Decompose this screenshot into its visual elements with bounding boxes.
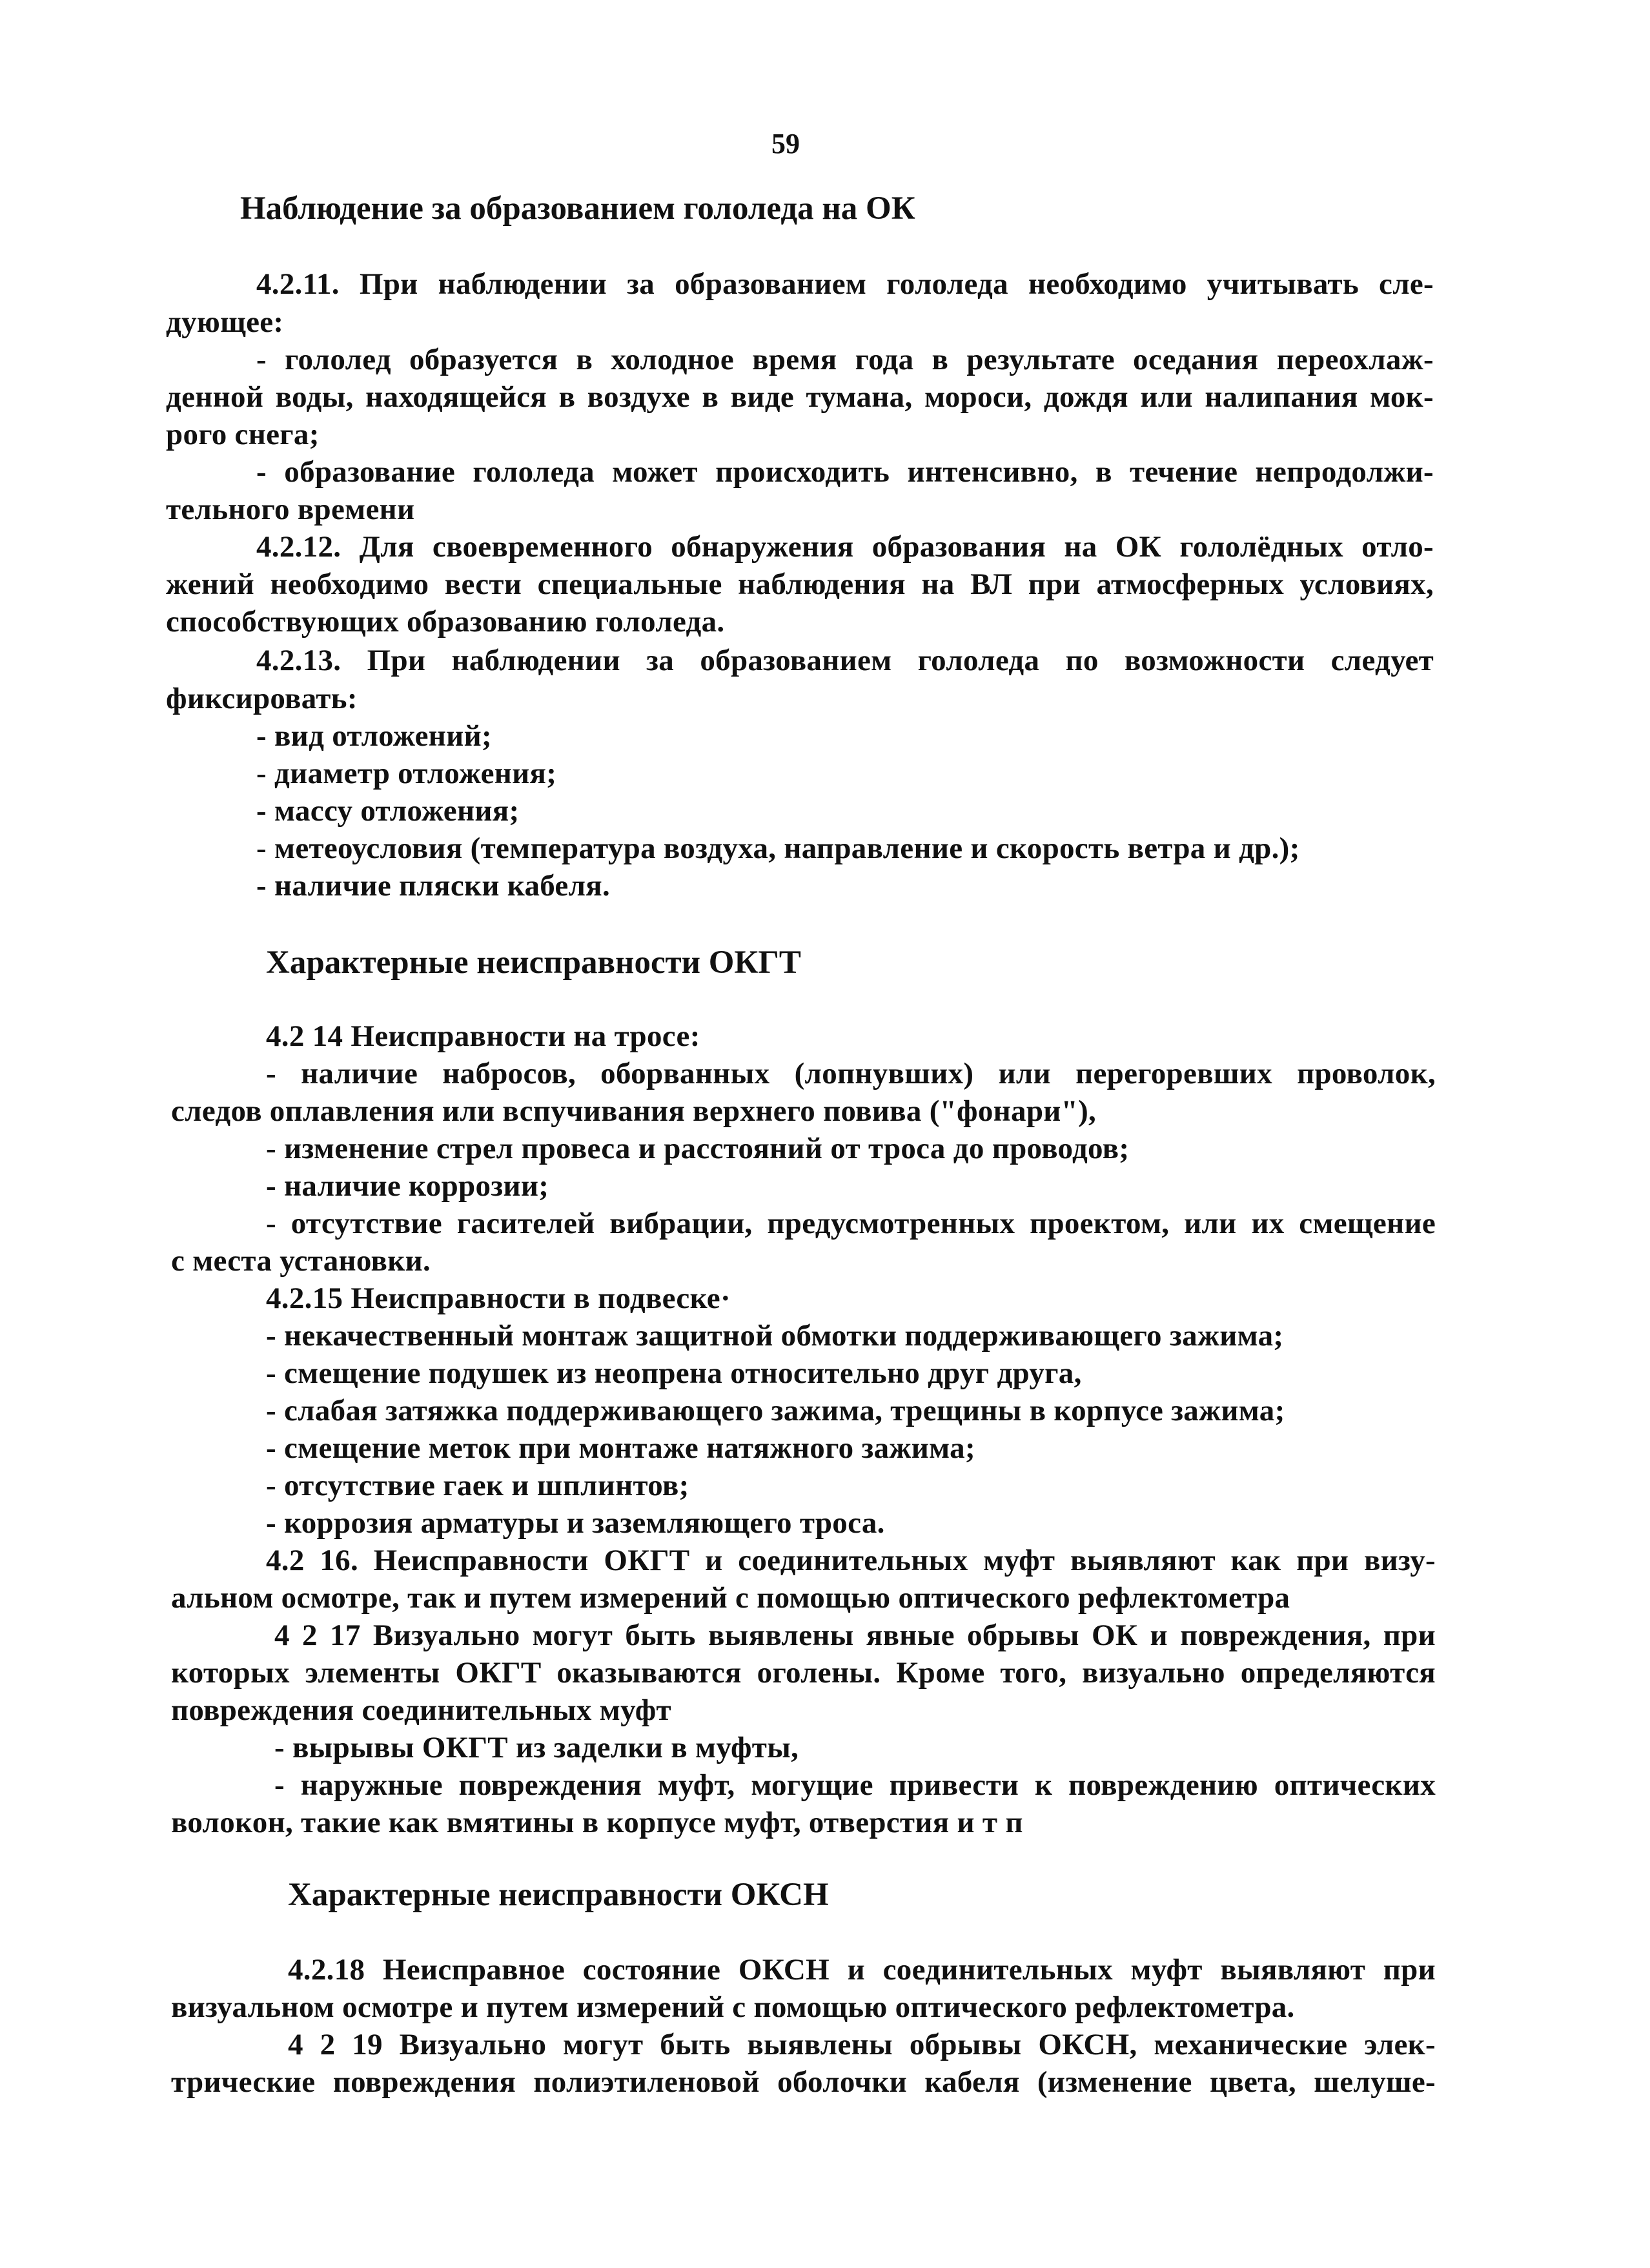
- paragraph-line: волокон, такие как вмятины в корпусе муфт, отверстия и т п: [171, 1806, 1023, 1839]
- list-item: - отсутствие гаек и шплинтов;: [266, 1469, 689, 1502]
- list-item: - наличие пляски кабеля.: [256, 869, 611, 903]
- list-item: - вид отложений;: [256, 719, 492, 753]
- paragraph-line: визуальном осмотре и путем измерений с помощью оптического рефлектометра.: [171, 1990, 1295, 2024]
- section-heading-icing-observation: Наблюдение за образованием гололеда на ОК: [240, 190, 915, 227]
- paragraph-line: дующее:: [166, 305, 284, 339]
- list-item: - коррозия арматуры и заземляющего троса.: [266, 1506, 885, 1540]
- list-item: - наличие коррозии;: [266, 1169, 549, 1203]
- paragraph-line: фиксировать:: [166, 682, 358, 715]
- paragraph-line: альном осмотре, так и путем измерений с помощью оптического рефлектометра: [171, 1581, 1290, 1615]
- paragraph-line: 4.2.12. Для своевременного обнаружения образования на ОК гололёдных отло-: [256, 530, 1434, 564]
- list-item: - наличие набросов, оборванных (лопнувших) или перегоревших проволок,: [266, 1057, 1436, 1090]
- paragraph-line: с места установки.: [171, 1244, 431, 1278]
- section-heading-okgt-faults: Характерные неисправности ОКГТ: [266, 945, 801, 981]
- list-item: - слабая затяжка поддерживающего зажима, трещины в корпусе зажима;: [266, 1394, 1285, 1427]
- paragraph-line: 4.2 16. Неисправности ОКГТ и соединительных муфт выявляют как при визу-: [266, 1544, 1436, 1577]
- paragraph-line: 4.2.13. При наблюдении за образованием гололеда по возможности следует: [256, 644, 1434, 677]
- paragraph-line: следов оплавления или вспучивания верхнего повива ("фонари"),: [171, 1094, 1097, 1128]
- list-item: - смещение подушек из неопрена относительно друг друга,: [266, 1356, 1082, 1390]
- paragraph-line: повреждения соединительных муфт: [171, 1693, 671, 1727]
- list-item: - смещение меток при монтаже натяжного зажима;: [266, 1431, 975, 1465]
- list-item: - отсутствие гасителей вибрации, предусмотренных проектом, или их смещение: [266, 1207, 1436, 1240]
- paragraph-line: жений необходимо вести специальные наблюдения на ВЛ при атмосферных условиях,: [166, 567, 1434, 601]
- paragraph-line: 4.2 14 Неисправности на тросе:: [266, 1019, 700, 1053]
- list-item: - метеоусловия (температура воздуха, направление и скорость ветра и др.);: [256, 832, 1300, 865]
- list-item: - наружные повреждения муфт, могущие привести к повреждению оптических: [274, 1768, 1436, 1802]
- paragraph-line: - гололед образуется в холодное время года в результате оседания переохлаж-: [256, 343, 1434, 376]
- paragraph-line: денной воды, находящейся в воздухе в виде тумана, мороси, дождя или налипания мок-: [166, 380, 1434, 414]
- section-heading-oksn-faults: Характерные неисправности ОКСН: [288, 1877, 829, 1913]
- list-item: - вырывы ОКГТ из заделки в муфты,: [274, 1731, 799, 1764]
- list-item: - некачественный монтаж защитной обмотки поддерживающего зажима;: [266, 1319, 1284, 1353]
- paragraph-line: - образование гололеда может происходить интенсивно, в течение непродолжи-: [256, 455, 1434, 489]
- paragraph-line: рого снега;: [166, 418, 320, 451]
- paragraph-line: 4.2.11. При наблюдении за образованием гололеда необходимо учитывать сле-: [256, 267, 1434, 301]
- paragraph-line: трические повреждения полиэтиленовой оболочки кабеля (изменение цвета, шелуше-: [171, 2065, 1436, 2099]
- paragraph-line: 4.2.18 Неисправное состояние ОКСН и соединительных муфт выявляют при: [288, 1953, 1436, 1987]
- list-item: - массу отложения;: [256, 794, 520, 828]
- list-item: - диаметр отложения;: [256, 757, 557, 790]
- paragraph-line: 4 2 19 Визуально могут быть выявлены обрывы ОКСН, механические элек-: [288, 2028, 1436, 2061]
- paragraph-line: 4 2 17 Визуально могут быть выявлены явные обрывы ОК и повреждения, при: [274, 1619, 1436, 1652]
- paragraph-line: способствующих образованию гололеда.: [166, 605, 725, 639]
- paragraph-line: которых элементы ОКГТ оказываются оголены. Кроме того, визуально определяются: [171, 1656, 1436, 1690]
- page-number: 59: [771, 128, 800, 159]
- list-item: - изменение стрел провеса и расстояний от троса до проводов;: [266, 1132, 1130, 1165]
- paragraph-line: тельного времени: [166, 493, 415, 526]
- paragraph-line: 4.2.15 Неисправности в подвеске·: [266, 1282, 731, 1315]
